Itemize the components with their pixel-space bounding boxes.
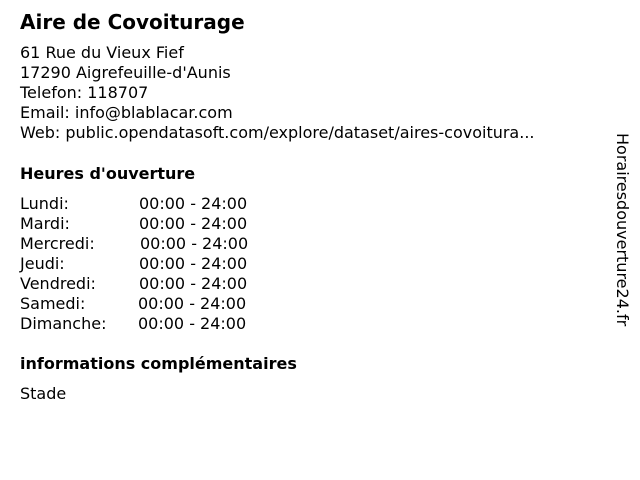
- time-range: 00:00 - 24:00: [140, 234, 249, 253]
- page-title: Aire de Covoiturage: [20, 10, 245, 34]
- city-address: 17290 Aigrefeuille-d'Aunis: [20, 63, 231, 82]
- day-label: Jeudi:: [20, 254, 65, 273]
- phone-number: Telefon: 118707: [20, 83, 149, 102]
- street-address: 61 Rue du Vieux Fief: [20, 43, 184, 62]
- day-label: Dimanche:: [20, 314, 107, 333]
- email-address: Email: info@blablacar.com: [20, 103, 233, 122]
- time-range: 00:00 - 24:00: [139, 194, 248, 213]
- opening-hours-heading: Heures d'ouverture: [20, 164, 196, 183]
- hours-row-tuesday: [20, 214, 280, 234]
- hours-row-thursday: [20, 254, 280, 274]
- additional-info-text: Stade: [20, 384, 67, 403]
- day-label: Lundi:: [20, 194, 69, 213]
- hours-row-friday: [20, 274, 280, 294]
- day-label: Mardi:: [20, 214, 70, 233]
- hours-row-monday: [20, 194, 280, 214]
- address-block: [20, 43, 535, 143]
- time-range: 00:00 - 24:00: [139, 254, 248, 273]
- hours-row-wednesday: [20, 234, 280, 254]
- day-label: Samedi:: [20, 294, 86, 313]
- additional-info-heading: informations complémentaires: [20, 354, 297, 373]
- opening-hours-table: [20, 194, 280, 334]
- hours-row-sunday: [20, 314, 280, 334]
- time-range: 00:00 - 24:00: [138, 314, 247, 333]
- time-range: 00:00 - 24:00: [139, 214, 248, 233]
- site-brand-vertical: Horairesdouverture24.fr: [613, 133, 632, 327]
- day-label: Mercredi:: [20, 234, 95, 253]
- website-link[interactable]: Web: public.opendatasoft.com/explore/dataset/aires-covoitura...: [20, 123, 535, 142]
- time-range: 00:00 - 24:00: [138, 294, 247, 313]
- day-label: Vendredi:: [20, 274, 96, 293]
- time-range: 00:00 - 24:00: [139, 274, 248, 293]
- hours-row-saturday: [20, 294, 280, 314]
